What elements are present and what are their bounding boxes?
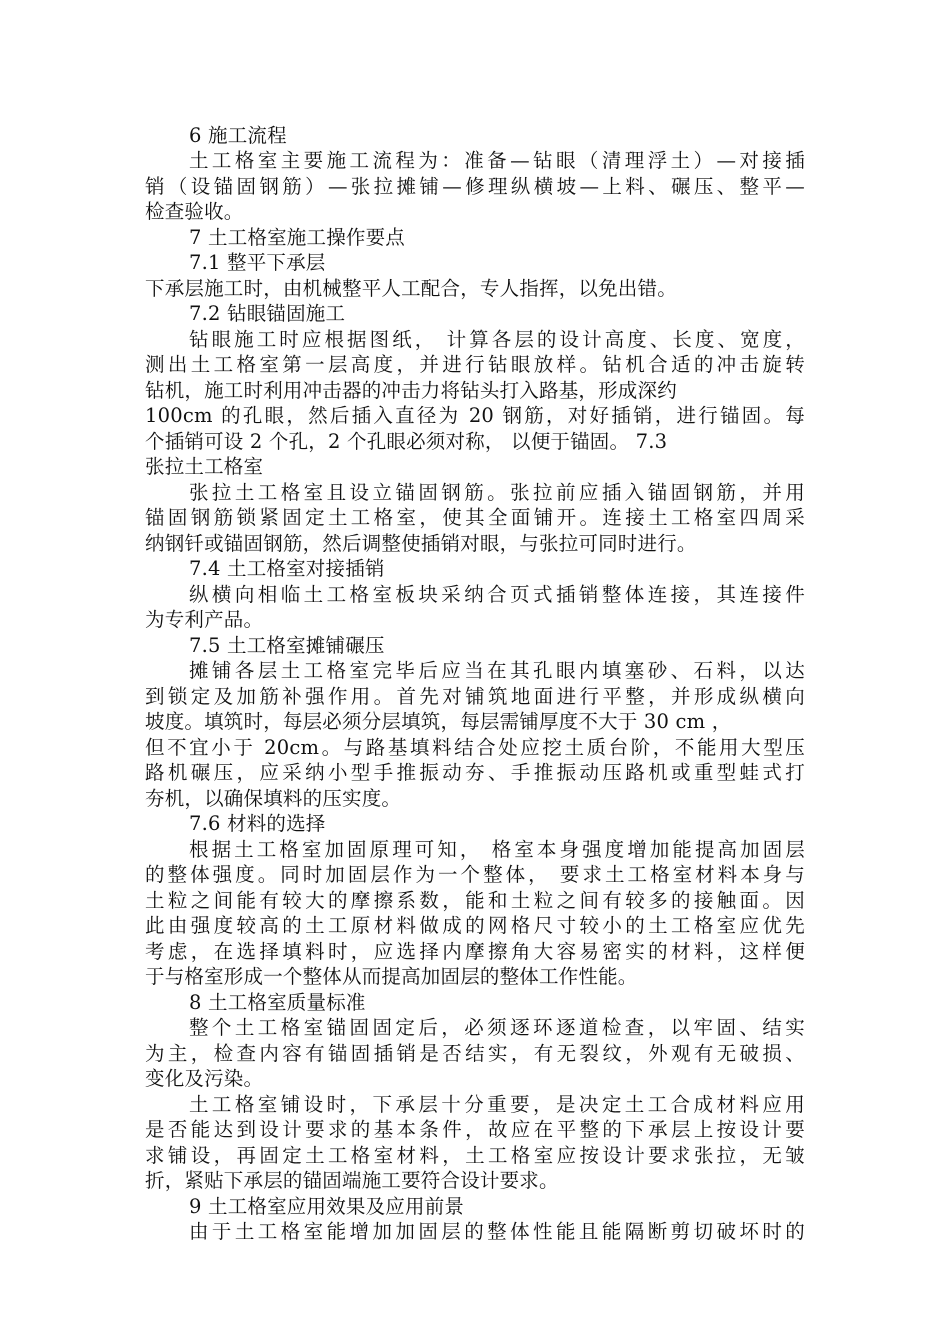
- subsection-heading: 7.6 材料的选择: [189, 812, 326, 835]
- paragraph-line: 检查验收。: [145, 200, 244, 223]
- paragraph-line: 于与格室形成一个整体从而提高加固层的整体工作性能。: [145, 965, 638, 988]
- paragraph-line: [145, 429, 805, 455]
- section-heading: 8 土工格室质量标准: [189, 991, 366, 1014]
- section-heading: 9 土工格室应用效果及应用前景: [189, 1195, 465, 1218]
- paragraph-line: 下承层施工时，由机械整平人工配合，专人指挥，以免出错。: [145, 277, 677, 300]
- paragraph-line: 100cm 的孔眼，然后插入直径为 20 钢筋，对好插销，进行锚固。每: [145, 404, 805, 427]
- paragraph-line: 整个土工格室锚固固定后，必须逐环逐道检查，以牢固、结实: [189, 1016, 805, 1039]
- paragraph-line: 坡度。填筑时，每层必须分层填筑，每层需铺厚度不大于 30 cm ，: [145, 710, 732, 733]
- paragraph-line: 但不宜小于 20cm。与路基填料结合处应挖土质台阶，不能用大型压: [145, 736, 805, 759]
- paragraph-line: 为专利产品。: [145, 608, 264, 631]
- paragraph-line: 土粒之间能有较大的摩擦系数，能和土粒之间有较多的接触面。因: [145, 889, 805, 912]
- section-heading: 6 施工流程: [189, 124, 287, 147]
- paragraph-line: 钻机，施工时利用冲击器的冲击力将钻头打入路基，形成深约: [145, 379, 677, 402]
- paragraph-line: 纵横向相临土工格室板块采纳合页式插销整体连接，其连接件: [189, 583, 805, 606]
- paragraph-line: 钻眼施工时应根据图纸， 计算各层的设计高度、长度、宽度，: [189, 328, 805, 351]
- paragraph-line: 土工格室主要施工流程为：准备—钻眼（清理浮土）—对接插: [189, 149, 805, 172]
- subsection-heading: 7.2 钻眼锚固施工: [189, 302, 346, 325]
- paragraph-line: 由于土工格室能增加加固层的整体性能且能隔断剪切破坏时的: [189, 1220, 805, 1243]
- paragraph-line: 摊铺各层土工格室完毕后应当在其孔眼内填塞砂、石料，以达: [189, 659, 805, 682]
- paragraph-line: 此由强度较高的土工原材料做成的网格尺寸较小的土工格室应优先: [145, 914, 805, 937]
- paragraph-line: 求铺设，再固定土工格室材料，土工格室应按设计要求张拉，无皱: [145, 1144, 805, 1167]
- paragraph-line-text: 个插销可设 2 个孔，2 个孔眼必须对称， 以便于锚固。 7.3: [145, 430, 668, 453]
- paragraph-line: 纳钢钎或锚固钢筋，然后调整使插销对眼，与张拉可同时进行。: [145, 532, 697, 555]
- subsection-heading: 张拉土工格室: [145, 455, 264, 478]
- paragraph-line: 是否能达到设计要求的基本条件，故应在平整的下承层上按设计要: [145, 1118, 805, 1141]
- paragraph-line: 根据土工格室加固原理可知， 格室本身强度增加能提高加固层: [189, 838, 805, 861]
- paragraph-line: 为主，检查内容有锚固插销是否结实，有无裂纹，外观有无破损、: [145, 1042, 805, 1065]
- paragraph-line: 变化及污染。: [145, 1067, 264, 1090]
- paragraph-line: 折，紧贴下承层的锚固端施工要符合设计要求。: [145, 1169, 559, 1192]
- subsection-heading: 7.4 土工格室对接插销: [189, 557, 385, 580]
- subsection-heading: 7.5 土工格室摊铺碾压: [189, 634, 385, 657]
- paragraph-line: 锚固钢筋锁紧固定土工格室，使其全面铺开。连接土工格室四周采: [145, 506, 805, 529]
- paragraph-line: 夯机，以确保填料的压实度。: [145, 787, 402, 810]
- paragraph-line: 考虑，在选择填料时，应选择内摩擦角大容易密实的材料，这样便: [145, 940, 805, 963]
- paragraph-line: 土工格室铺设时，下承层十分重要，是决定土工合成材料应用: [189, 1093, 805, 1116]
- paragraph-line: 到锁定及加筋补强作用。首先对铺筑地面进行平整，并形成纵横向: [145, 685, 805, 708]
- paragraph-line: 的整体强度。同时加固层作为一个整体， 要求土工格室材料本身与: [145, 863, 805, 886]
- paragraph-line: 测出土工格室第一层高度，并进行钻眼放样。钻机合适的冲击旋转: [145, 353, 805, 376]
- section-heading: 7 土工格室施工操作要点: [189, 226, 406, 249]
- paragraph-line: 路机碾压，应采纳小型手推振动夯、手推振动压路机或重型蛙式打: [145, 761, 805, 784]
- subsection-heading: 7.1 整平下承层: [189, 251, 326, 274]
- paragraph-line: 张拉土工格室且设立锚固钢筋。张拉前应插入锚固钢筋，并用: [189, 481, 805, 504]
- paragraph-line: 销（设锚固钢筋）—张拉摊铺—修理纵横坡—上料、碾压、整平—: [145, 175, 805, 198]
